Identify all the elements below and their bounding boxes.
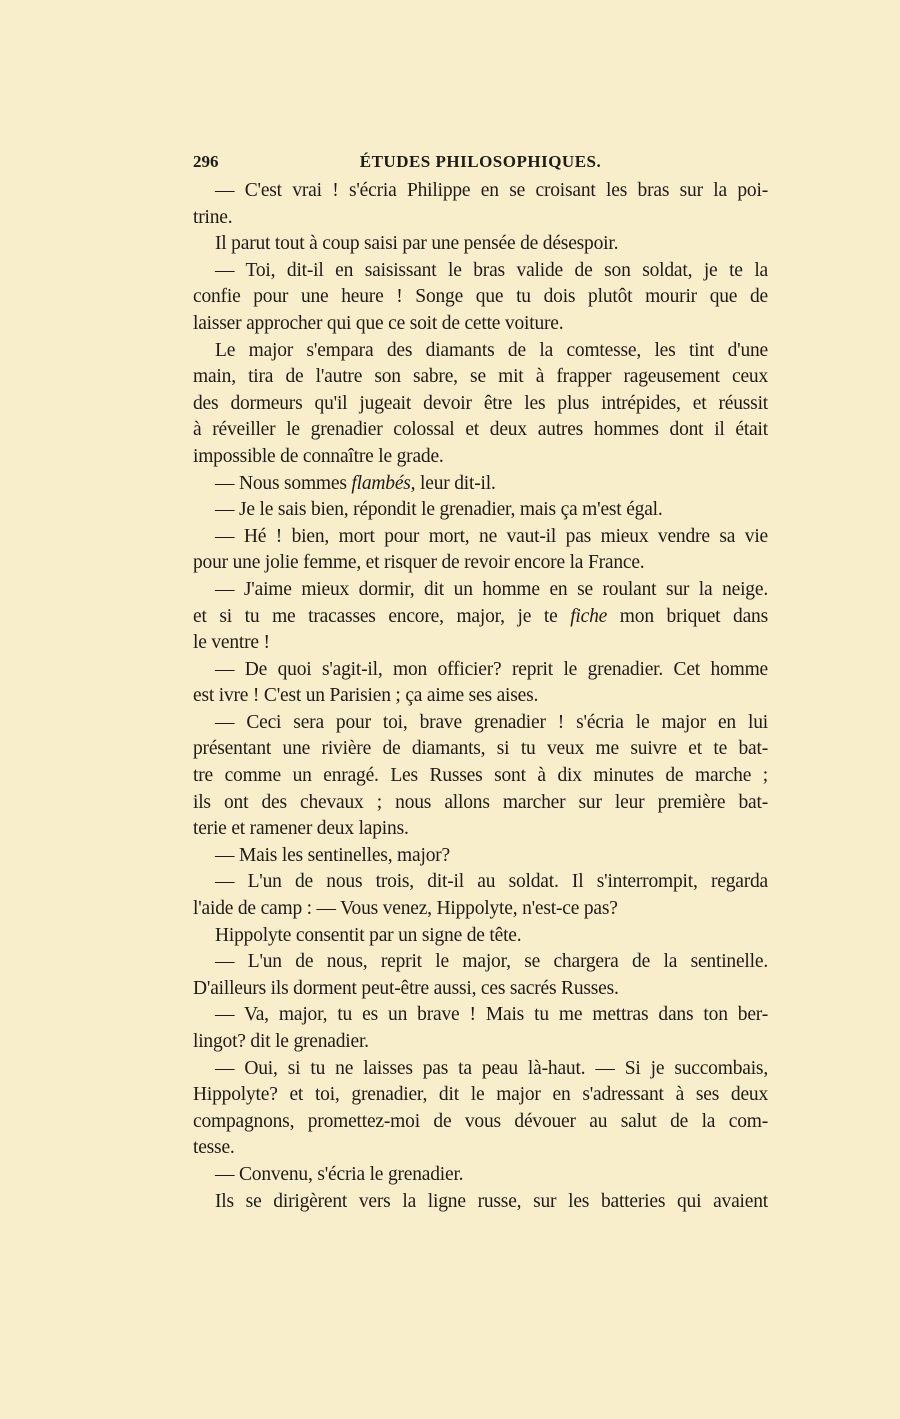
text-line (193, 311, 768, 338)
text-line (193, 1056, 768, 1083)
text-span: et si tu me tracasses encore, major, je te (193, 605, 571, 627)
text-span: confie pour une heure ! Songe que tu dois plutôt mourir que de (193, 286, 768, 308)
text-span: présentant une rivière de diamants, si tu veux me suivre et te bat- (193, 738, 768, 760)
text-span: ils ont des chevaux ; nous allons marcher sur leur première bat- (193, 791, 768, 813)
text-span: impossible de connaître le grade. (193, 445, 444, 467)
text-line (193, 896, 768, 923)
text-span: compagnons, promettez-moi de vous dévouer au salut de la com- (193, 1110, 768, 1132)
text-line (193, 816, 768, 843)
text-span: le ventre ! (193, 632, 270, 654)
text-span: pour une jolie femme, et risquer de revoir encore la France. (193, 552, 645, 574)
text-line (193, 231, 768, 258)
text-line (193, 1162, 768, 1189)
text-line (193, 550, 768, 577)
text-line (193, 1109, 768, 1136)
text-line (193, 710, 768, 737)
text-span: terie et ramener deux lapins. (193, 818, 409, 840)
text-span: — Ceci sera pour toi, brave grenadier ! s'écria le major en lui (215, 711, 768, 733)
text-line (193, 284, 768, 311)
text-line (193, 497, 768, 524)
text-span: — L'un de nous, reprit le major, se chargera de la sentinelle. (215, 951, 768, 973)
text-span: Ils se dirigèrent vers la ligne russe, sur les batteries qui avaient (215, 1190, 768, 1212)
text-span: des dormeurs qu'il jugeait devoir être les plus intrépides, et réussit (193, 392, 768, 414)
running-title: ÉTUDES PHILOSOPHIQUES. (359, 152, 602, 171)
text-span: Hippolyte? et toi, grenadier, dit le major en s'adressant à ses deux (193, 1084, 768, 1106)
text-line (193, 869, 768, 896)
text-line (193, 657, 768, 684)
text-line (193, 683, 768, 710)
text-line (193, 976, 768, 1003)
text-span: laisser approcher qui que ce soit de cette voiture. (193, 312, 564, 334)
text-line (193, 444, 768, 471)
text-line (193, 1029, 768, 1056)
text-span: — Mais les sentinelles, major? (215, 844, 450, 866)
text-span: leur dit-il. (415, 472, 496, 494)
text-span: — Toi, dit-il en saisissant le bras valide de son soldat, je te la (215, 259, 768, 281)
text-span: — De quoi s'agit-il, mon officier? reprit le grenadier. Cet homme (215, 658, 768, 680)
text-line (193, 524, 768, 551)
text-line (193, 178, 768, 205)
page-header (193, 152, 768, 176)
text-line (193, 790, 768, 817)
text-span: — Va, major, tu es un brave ! Mais tu me mettras dans ton ber- (215, 1004, 768, 1026)
text-line (193, 338, 768, 365)
text-span: Le major s'empara des diamants de la comtesse, les tint d'une (215, 339, 768, 361)
italic-text: fiche (570, 605, 608, 627)
text-span: — L'un de nous trois, dit-il au soldat. Il s'interrompit, regarda (215, 871, 768, 893)
text-span: l'aide de camp : — Vous venez, Hippolyte, n'est-ce pas? (193, 898, 618, 920)
body-text (193, 178, 768, 1215)
text-span: est ivre ! C'est un Parisien ; ça aime ses aises. (193, 685, 539, 707)
text-span: — J'aime mieux dormir, dit un homme en se roulant sur la neige. (215, 578, 768, 600)
text-line (193, 763, 768, 790)
text-line (193, 471, 768, 498)
text-span: Hippolyte consentit par un signe de tête. (215, 924, 522, 946)
text-line (193, 949, 768, 976)
text-span: à réveiller le grenadier colossal et deux autres hommes dont il était (193, 419, 768, 441)
text-line (193, 843, 768, 870)
text-line (193, 630, 768, 657)
text-span: main, tira de l'autre son sabre, se mit à frapper rageusement ceux (193, 366, 768, 388)
text-span: — Nous sommes (215, 472, 352, 494)
text-line (193, 1189, 768, 1216)
italic-text: flambés, (351, 472, 416, 494)
text-span: — Convenu, s'écria le grenadier. (215, 1163, 464, 1185)
text-line (193, 417, 768, 444)
page-number: 296 (193, 152, 219, 171)
text-span: — Oui, si tu ne laisses pas ta peau là-haut. — Si je succombais, (215, 1057, 768, 1079)
text-line (193, 364, 768, 391)
text-line (193, 736, 768, 763)
text-span: — Hé ! bien, mort pour mort, ne vaut-il pas mieux vendre sa vie (215, 525, 768, 547)
text-line (193, 923, 768, 950)
text-line (193, 604, 768, 631)
text-line (193, 391, 768, 418)
text-span: tesse. (193, 1137, 235, 1159)
text-span: — C'est vrai ! s'écria Philippe en se croisant les bras sur la poi- (215, 180, 768, 201)
text-span: lingot? dit le grenadier. (193, 1031, 369, 1052)
text-line (193, 1135, 768, 1162)
text-line (193, 258, 768, 285)
text-span: Il parut tout à coup saisi par une pensée de désespoir. (215, 233, 619, 255)
text-span: trine. (193, 206, 233, 228)
text-span: tre comme un enragé. Les Russes sont à dix minutes de marche ; (193, 765, 768, 787)
text-line (193, 205, 768, 232)
text-line (193, 1082, 768, 1109)
text-line (193, 577, 768, 604)
text-span: — Je le sais bien, répondit le grenadier, mais ça m'est égal. (215, 499, 663, 521)
text-span: D'ailleurs ils dorment peut-être aussi, ces sacrés Russes. (193, 977, 619, 999)
text-line (193, 1002, 768, 1029)
text-span: mon briquet dans (607, 605, 768, 627)
